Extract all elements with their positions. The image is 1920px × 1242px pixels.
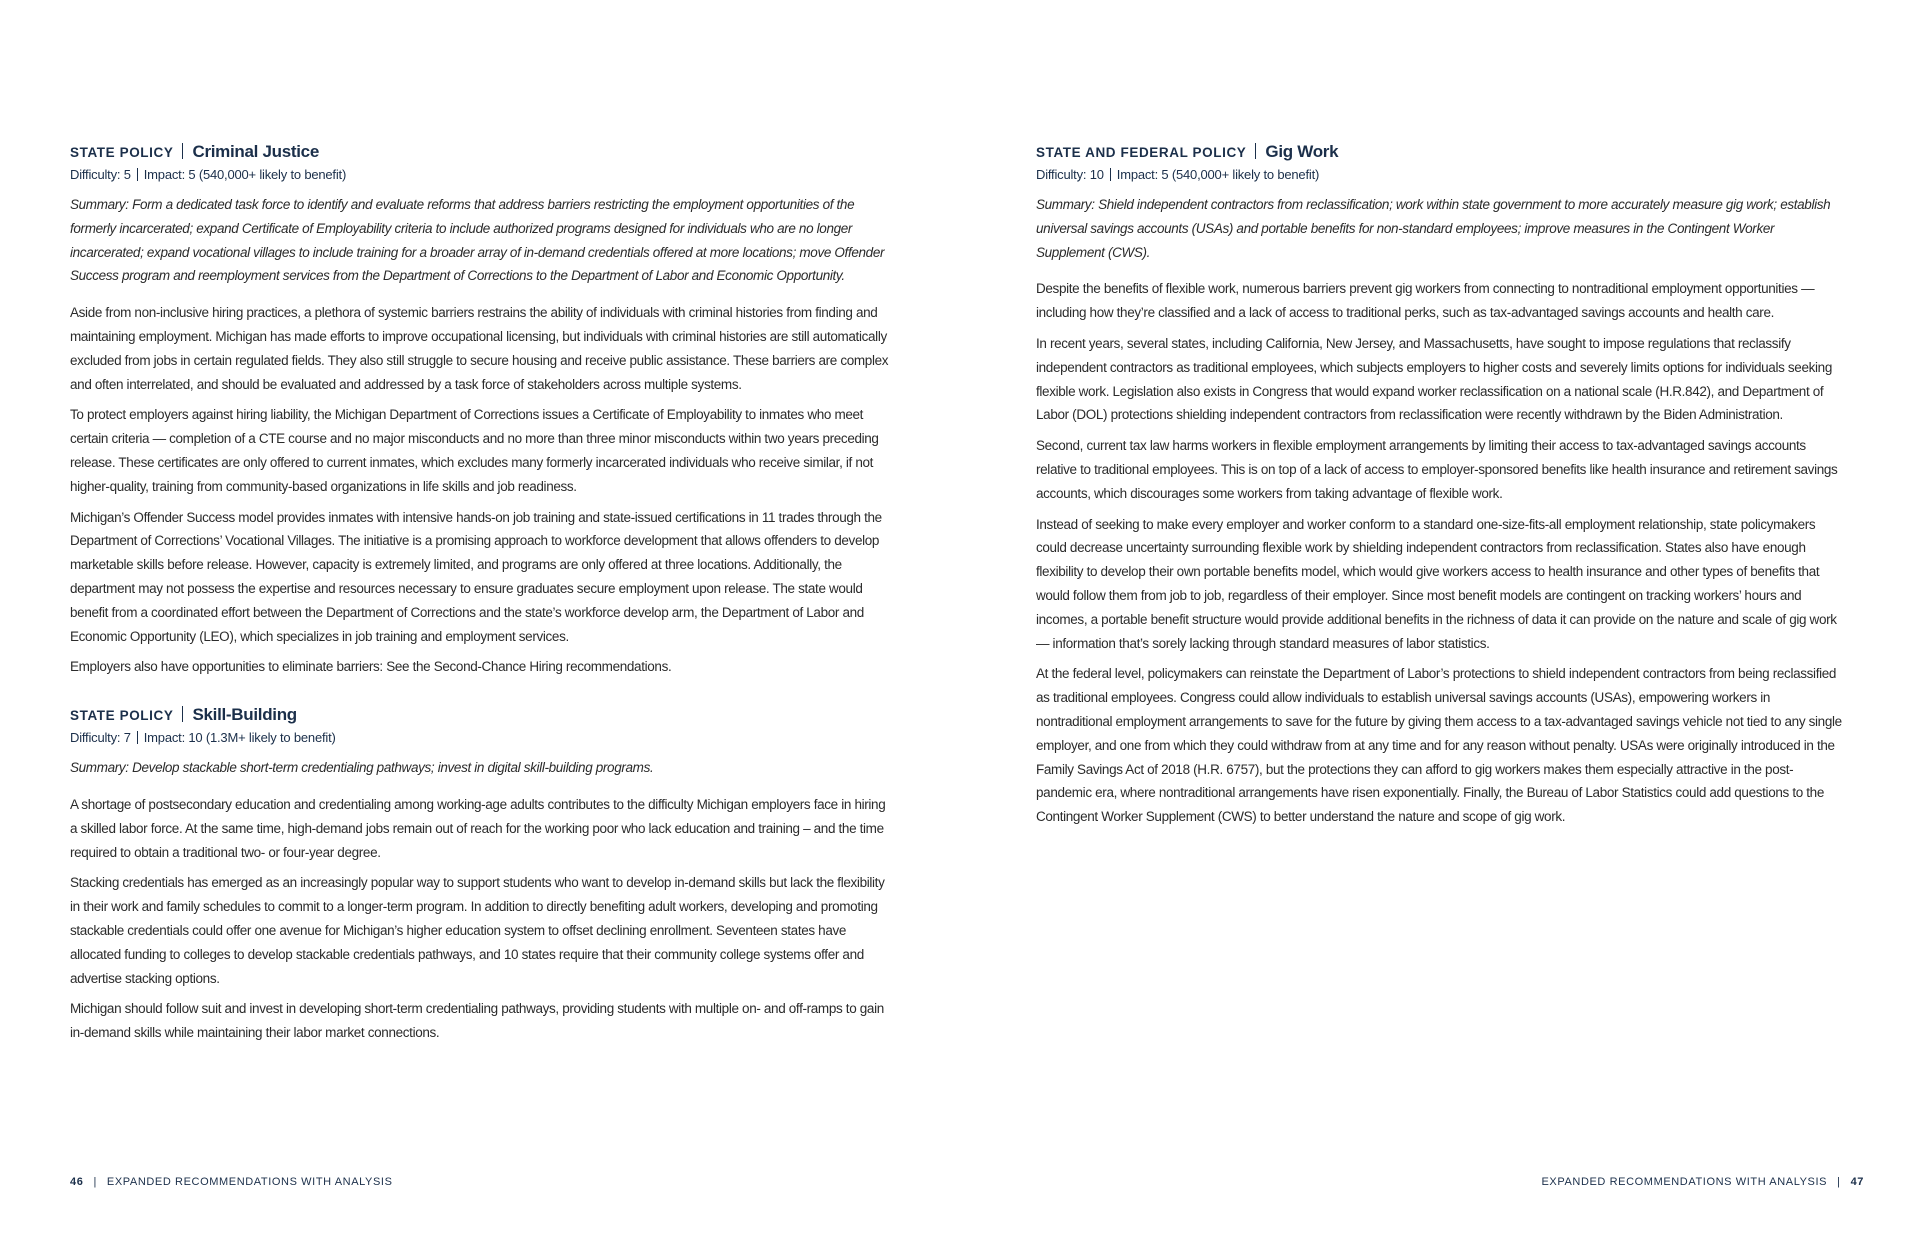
- difficulty-impact-line: [1036, 165, 1844, 185]
- section-gig-work: [1036, 138, 1844, 829]
- section-heading: [70, 138, 890, 165]
- section-summary: Summary: Develop stackable short-term credentialing pathways; invest in digital skill-building programs.: [70, 760, 654, 776]
- body-paragraph: Despite the benefits of flexible work, numerous barriers prevent gig workers from connecting to nontraditional employment opportunities — including how they’re classified and a lack of access to traditional perks, such as tax-advantaged savings accounts and health care.: [1036, 281, 1815, 321]
- page-number: 47: [1850, 1176, 1864, 1188]
- footer-divider: |: [1837, 1176, 1841, 1188]
- section-skill-building: [70, 701, 890, 1045]
- impact-label: Impact: 5 (540,000+ likely to benefit): [1116, 167, 1320, 182]
- right-page-column: [1036, 138, 1844, 836]
- heading-divider: [182, 143, 183, 159]
- body-paragraph: To protect employers against hiring liability, the Michigan Department of Corrections issues a Certificate of Employability to inmates who meet certain criteria — completion of a CTE course and no major misconducts and no more than three minor misconducts within two years preceding release. These certificates are only offered to current inmates, which excludes many formerly incarcerated individuals who receive similar, if not higher-quality, training from community-based organizations in life skills and job readiness.: [70, 407, 879, 494]
- body-paragraph: Second, current tax law harms workers in flexible employment arrangements by limiting their access to tax-advantaged savings accounts relative to traditional employees. This is on top of a lack of access to employer-sponsored benefits like health insurance and retirement savings accounts, which discourages some workers from taking advantage of flexible work.: [1036, 438, 1838, 501]
- body-paragraph: Aside from non-inclusive hiring practices, a plethora of systemic barriers restrains the ability of individuals with criminal histories from finding and maintaining employment. Michigan has made efforts to improve occupational licensing, but individuals with criminal histories are still automatically excluded from jobs in certain regulated fields. They also still struggle to secure housing and receive public assistance. These barriers are complex and often interrelated, and should be evaluated and addressed by a task force of stakeholders across multiple systems.: [70, 305, 889, 392]
- section-heading: [70, 701, 890, 728]
- section-summary: Summary: Shield independent contractors from reclassification; work within state government to more accurately measure gig work; establish universal savings accounts (USAs) and portable benefits for non-standard employees; improve measures in the Contingent Worker Supplement (CWS).: [1036, 197, 1831, 260]
- footer-divider: |: [93, 1176, 97, 1188]
- footer-right: [1541, 1176, 1864, 1188]
- body-paragraph: At the federal level, policymakers can reinstate the Department of Labor’s protections to shield independent contractors from being reclassified as traditional employees. Congress could allow individuals to establish universal savings accounts (USAs), empowering workers in nontraditional employment arrangements to save for the future by giving them access to a tax-advantaged savings vehicle not tied to any single employer, and one from which they could withdraw from at any time and for any reason without penalty. USAs were originally introduced in the Family Savings Act of 2018 (H.R. 6757), but the protections they can afford to gig workers makes them especially attractive in the post-pandemic era, where nontraditional arrangements have risen exponentially. Finally, the Bureau of Labor Statistics could add questions to the Contingent Worker Supplement (CWS) to better understand the nature and scope of gig work.: [1036, 666, 1842, 825]
- body-paragraph: Instead of seeking to make every employer and worker conform to a standard one-size-fits-all employment relationship, state policymakers could decrease uncertainty surrounding flexible work by shielding independent contractors from reclassification. States also have enough flexibility to develop their own portable benefits model, which would give workers access to health insurance and other types of benefits that would follow them from job to job, regardless of their employer. Since most benefit models are contingent on tracking workers’ hours and incomes, a portable benefit structure would provide additional benefits in the richness of data it can provide on the nature and scale of gig work — information that’s sorely lacking through standard measures of labor statistics.: [1036, 516, 1837, 651]
- impact-label: Impact: 10 (1.3M+ likely to benefit): [143, 730, 336, 746]
- policy-label: STATE POLICY: [70, 708, 174, 724]
- impact-label: Impact: 5 (540,000+ likely to benefit): [143, 167, 347, 182]
- difficulty-label: Difficulty: 5: [70, 167, 131, 182]
- difficulty-label: Difficulty: 7: [70, 730, 131, 746]
- section-spacer: [70, 686, 890, 701]
- section-criminal-justice: [70, 138, 890, 679]
- section-heading: [1036, 138, 1844, 165]
- footer-left: [70, 1176, 393, 1188]
- body-paragraph: Michigan should follow suit and invest in developing short-term credentialing pathways, providing students with multiple on- and off-ramps to gain in-demand skills while maintaining their labor market connections.: [70, 1001, 884, 1041]
- meta-divider: [1110, 168, 1111, 181]
- section-title: Skill-Building: [192, 705, 297, 725]
- section-title: Criminal Justice: [192, 142, 319, 161]
- difficulty-impact-line: [70, 165, 890, 185]
- difficulty-impact-line: [70, 728, 890, 748]
- body-paragraph: Michigan’s Offender Success model provides inmates with intensive hands-on job training and state-issued certifications in 11 trades through the Department of Corrections’ Vocational Villages. The initiative is a promising approach to workforce development that allows offenders to develop marketable skills before release. However, capacity is extremely limited, and programs are only offered at three locations. Additionally, the department may not possess the expertise and resources necessary to ensure graduates secure employment upon release. The state would benefit from a coordinated effort between the Department of Corrections and the state’s workforce develop arm, the Department of Labor and Economic Opportunity (LEO), which specializes in job training and employment services.: [70, 509, 882, 644]
- body-paragraph: Stacking credentials has emerged as an increasingly popular way to support students who want to develop in-demand skills but lack the flexibility in their work and family schedules to commit to a longer-term program. In addition to directly benefiting adult workers, developing and promoting stackable credentials could offer one avenue for Michigan’s higher education system to offset declining enrollment. Seventeen states have allocated funding to colleges to develop stackable credentials pathways, and 10 states require that their community college systems offer and advertise stacking options.: [70, 875, 885, 986]
- meta-divider: [137, 731, 138, 744]
- policy-label: STATE AND FEDERAL POLICY: [1036, 145, 1247, 160]
- running-title: EXPANDED RECOMMENDATIONS WITH ANALYSIS: [106, 1176, 393, 1188]
- policy-label: STATE POLICY: [70, 145, 174, 160]
- meta-divider: [137, 168, 138, 181]
- difficulty-label: Difficulty: 10: [1036, 167, 1104, 182]
- body-paragraph: A shortage of postsecondary education and credentialing among working-age adults contributes to the difficulty Michigan employers face in hiring a skilled labor force. At the same time, high-demand jobs remain out of reach for the working poor who lack education and training – and the time required to obtain a traditional two- or four-year degree.: [70, 796, 886, 860]
- section-summary: Summary: Form a dedicated task force to identify and evaluate reforms that address barriers restricting the employment opportunities of the formerly incarcerated; expand Certificate of Employability criteria to include authorized programs designed for individuals who are no longer incarcerated; expand vocational villages to include training for a broader array of in-demand credentials offered at more locations; move Offender Success program and reemployment services from the Department of Corrections to the Department of Labor and Economic Opportunity.: [70, 197, 885, 284]
- body-paragraph: In recent years, several states, including California, New Jersey, and Massachusetts, have sought to impose regulations that reclassify independent contractors as traditional employees, which subjects employers to higher costs and severely limits options for individuals seeking flexible work. Legislation also exists in Congress that would expand worker reclassification on a national scale (H.R.842), and Department of Labor (DOL) protections shielding independent contractors from reclassification were recently withdrawn by the Biden Administration.: [1036, 335, 1832, 423]
- body-paragraph: Employers also have opportunities to eliminate barriers: See the Second-Chance Hiring recommendations.: [70, 659, 672, 675]
- running-title: EXPANDED RECOMMENDATIONS WITH ANALYSIS: [1541, 1176, 1828, 1188]
- heading-divider: [1255, 143, 1256, 159]
- left-page-column: [70, 138, 890, 1052]
- heading-divider: [182, 706, 183, 722]
- page-number: 46: [70, 1176, 84, 1188]
- section-title: Gig Work: [1265, 142, 1339, 161]
